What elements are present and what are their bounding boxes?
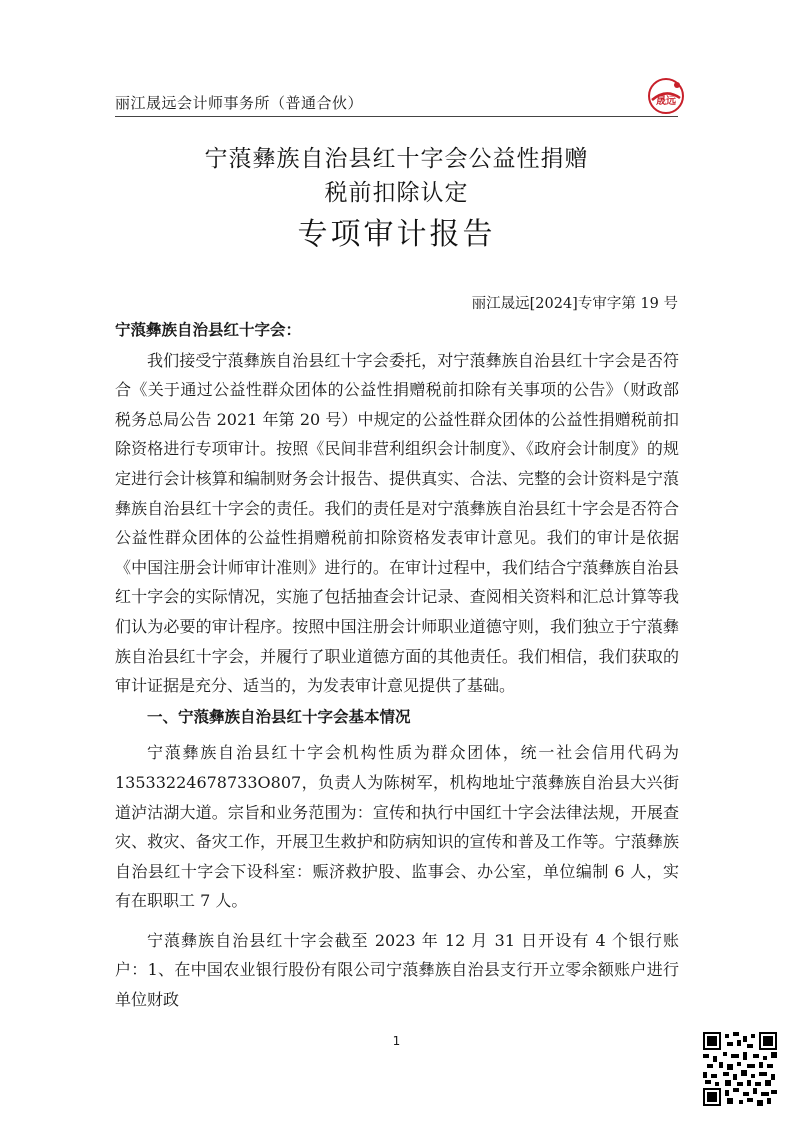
- firm-logo-icon: [646, 76, 686, 116]
- qr-code-icon: [703, 1032, 777, 1106]
- document-number: 丽江晟远[2024]专审字第 19 号: [471, 296, 678, 312]
- firm-name: 丽江晟远会计师事务所（普通合伙）: [115, 94, 364, 112]
- title-line-2: 税前扣除认定: [324, 180, 469, 206]
- basic-info-paragraph: 宁蒗彝族自治县红十字会机构性质为群众团体，统一社会信用代码为13533224678733O807，负责人为陈树军，机构地址宁蒗彝族自治县大兴街道泸沽湖大道。宗旨和业务范围为：宣传和执行中国红十字会法律法规，开展查灾、救灾、备灾工作，开展卫生救护和防病知识的宣传和普及工作等。宁蒗彝族自治县红十字会下设科室：赈济救护股、监事会、办公室，单位编制 6 人，实有在职职工 7 人。: [115, 743, 679, 911]
- page-number: 1: [392, 1034, 401, 1048]
- bank-accounts-paragraph: 宁蒗彝族自治县红十字会截至 2023 年 12 月 31 日开设有 4 个银行账户：1、在中国农业银行股份有限公司宁蒗彝族自治县支行开立零余额账户进行单位财政: [115, 930, 679, 1010]
- report-title: [0, 142, 793, 258]
- svg-text:晟远: 晟远: [656, 96, 676, 107]
- title-line-1: 宁蒗彝族自治县红十字会公益性捐赠: [204, 146, 589, 172]
- intro-paragraph: 我们接受宁蒗彝族自治县红十字会委托，对宁蒗彝族自治县红十字会是否符合《关于通过公益性群众团体的公益性捐赠税前扣除有关事项的公告》（财政部 税务总局公告 2021 年第 20 号）中规定的公益性群众团体的公益性捐赠税前扣除资格进行专项审计。按照《民间非营利组织会计制度》、《政府会计制度》的规定进行会计核算和编制财务会计报告、提供真实、合法、完整的会计资料是宁蒗彝族自治县红十字会的责任。我们的责任是对宁蒗彝族自治县红十字会是否符合公益性群众团体的公益性捐赠税前扣除资格发表审计意见。我们的审计是依据《中国注册会计师审计准则》进行的。在审计过程中，我们结合宁蒗彝族自治县红十字会的实际情况，实施了包括抽查会计记录、查阅相关资料和汇总计算等我们认为必要的审计程序。按照中国注册会计师职业道德守则，我们独立于宁蒗彝族自治县红十字会，并履行了职业道德方面的其他责任。我们相信，我们获取的审计证据是充分、适当的，为发表审计意见提供了基础。: [115, 350, 679, 696]
- salutation: 宁蒗彝族自治县红十字会：: [115, 321, 302, 339]
- page-header: [115, 82, 678, 117]
- section-heading: 一、宁蒗彝族自治县红十字会基本情况: [147, 707, 411, 726]
- report-body: [115, 316, 679, 1015]
- title-main: 专项审计报告: [297, 217, 496, 252]
